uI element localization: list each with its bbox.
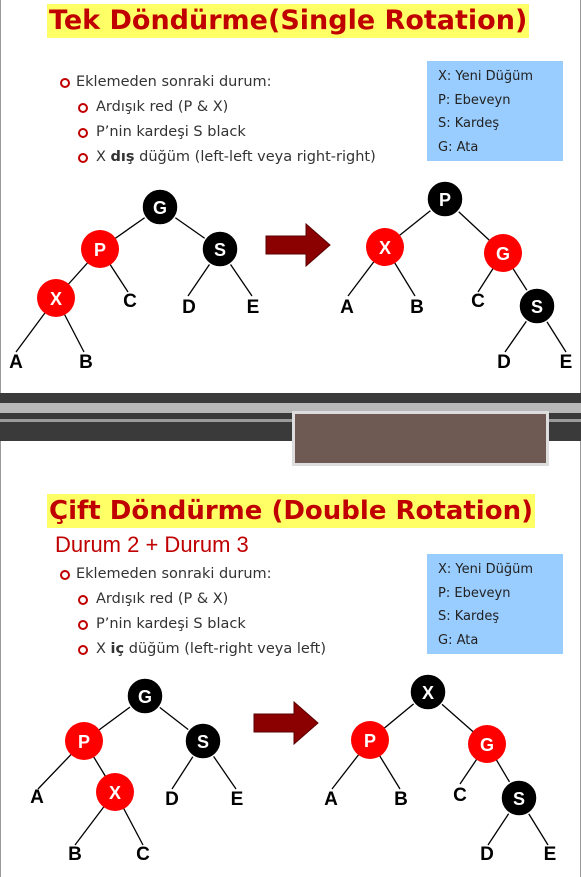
legend-item: P: Ebeveyn bbox=[438, 585, 511, 601]
bullet-text: P’nin kardeşi S black bbox=[96, 616, 246, 632]
leaf-e: E bbox=[230, 789, 244, 810]
legend-item: G: Ata bbox=[438, 632, 479, 648]
bullet-bold-text: iç bbox=[110, 641, 125, 657]
legend-item: X: Yeni Düğüm bbox=[438, 69, 534, 84]
leaf-d: D bbox=[165, 789, 179, 810]
slide-double-rotation bbox=[0, 441, 581, 877]
svg-text:S: S bbox=[213, 240, 227, 260]
rotation-diagram bbox=[0, 441, 581, 877]
node-p bbox=[427, 181, 463, 217]
slide-divider bbox=[0, 393, 581, 441]
svg-text:X: X bbox=[421, 683, 435, 703]
legend-item: X: Yeni Düğüm bbox=[438, 562, 534, 577]
svg-text:S: S bbox=[512, 789, 526, 809]
slide-subtitle: Durum 2 + Durum 3 bbox=[55, 532, 249, 557]
after-tree-edges bbox=[348, 199, 566, 352]
leaf-c: C bbox=[123, 291, 137, 312]
bullet-text: düğüm (left-right veya left) bbox=[124, 641, 327, 657]
node-p bbox=[351, 721, 389, 759]
node-p bbox=[81, 230, 119, 268]
svg-text:P: P bbox=[93, 240, 107, 260]
slide-thumbnail bbox=[292, 411, 549, 444]
bullet-text: düğüm (left-left veya right-right) bbox=[134, 149, 376, 165]
legend-item: S: Kardeş bbox=[438, 116, 500, 131]
leaf-c: C bbox=[136, 844, 150, 865]
legend-item: G: Ata bbox=[438, 139, 479, 155]
svg-text:G: G bbox=[152, 198, 168, 218]
svg-text:X: X bbox=[108, 783, 122, 803]
leaf-a: A bbox=[340, 297, 354, 318]
node-x bbox=[366, 228, 404, 266]
svg-text:G: G bbox=[495, 244, 511, 264]
svg-text:X: X bbox=[378, 238, 392, 258]
slide-single-rotation bbox=[0, 0, 581, 393]
leaf-a: A bbox=[9, 352, 23, 373]
leaf-c: C bbox=[471, 291, 485, 312]
rotation-diagram bbox=[0, 0, 581, 393]
slide-title: Çift Döndürme (Double Rotation) bbox=[49, 496, 533, 526]
leaf-d: D bbox=[182, 297, 196, 318]
node-s bbox=[519, 288, 555, 324]
leaf-d: D bbox=[497, 352, 511, 373]
svg-text:G: G bbox=[137, 687, 153, 707]
node-g bbox=[127, 678, 163, 714]
svg-text:P: P bbox=[77, 732, 91, 752]
bullet-text: Ardışık red (P & X) bbox=[96, 99, 229, 115]
svg-text:X: X bbox=[49, 289, 63, 309]
svg-text:S: S bbox=[530, 297, 544, 317]
leaf-a: A bbox=[324, 789, 338, 810]
leaf-e: E bbox=[559, 352, 573, 373]
bullet-text: X bbox=[96, 149, 111, 165]
transform-arrow-icon bbox=[266, 224, 330, 266]
node-x bbox=[410, 674, 446, 710]
leaf-b: B bbox=[68, 844, 82, 865]
svg-text:P: P bbox=[363, 731, 377, 751]
node-x bbox=[96, 773, 134, 811]
bullet-bold-text: dış bbox=[110, 149, 135, 165]
node-g bbox=[142, 189, 178, 225]
node-g bbox=[468, 725, 506, 763]
bullet-text: X bbox=[96, 641, 111, 657]
transform-arrow-icon bbox=[254, 702, 318, 744]
node-s bbox=[202, 231, 238, 267]
slide-title: Tek Döndürme(Single Rotation) bbox=[49, 5, 528, 36]
leaf-e: E bbox=[543, 844, 557, 865]
leaf-d: D bbox=[480, 844, 494, 865]
svg-text:S: S bbox=[196, 732, 210, 752]
bullet-text: Eklemeden sonraki durum: bbox=[76, 74, 272, 90]
leaf-e: E bbox=[246, 297, 260, 318]
node-g bbox=[484, 234, 522, 272]
leaf-a: A bbox=[30, 787, 44, 808]
bullet-text: P’nin kardeşi S black bbox=[96, 124, 246, 140]
svg-text:G: G bbox=[479, 735, 495, 755]
node-s bbox=[185, 723, 221, 759]
after-tree-edges bbox=[332, 692, 548, 845]
before-tree-edges bbox=[16, 207, 252, 352]
node-x bbox=[37, 279, 75, 317]
leaf-b: B bbox=[394, 789, 408, 810]
node-p bbox=[65, 722, 103, 760]
legend-item: S: Kardeş bbox=[438, 609, 500, 624]
bullet-text: Ardışık red (P & X) bbox=[96, 591, 229, 607]
leaf-c: C bbox=[453, 785, 467, 806]
bullet-text: Eklemeden sonraki durum: bbox=[76, 566, 272, 582]
node-s bbox=[501, 780, 537, 816]
leaf-b: B bbox=[79, 352, 93, 373]
svg-text:P: P bbox=[438, 190, 452, 210]
legend-item: P: Ebeveyn bbox=[438, 92, 511, 108]
before-tree-edges bbox=[38, 696, 236, 845]
leaf-b: B bbox=[410, 297, 424, 318]
